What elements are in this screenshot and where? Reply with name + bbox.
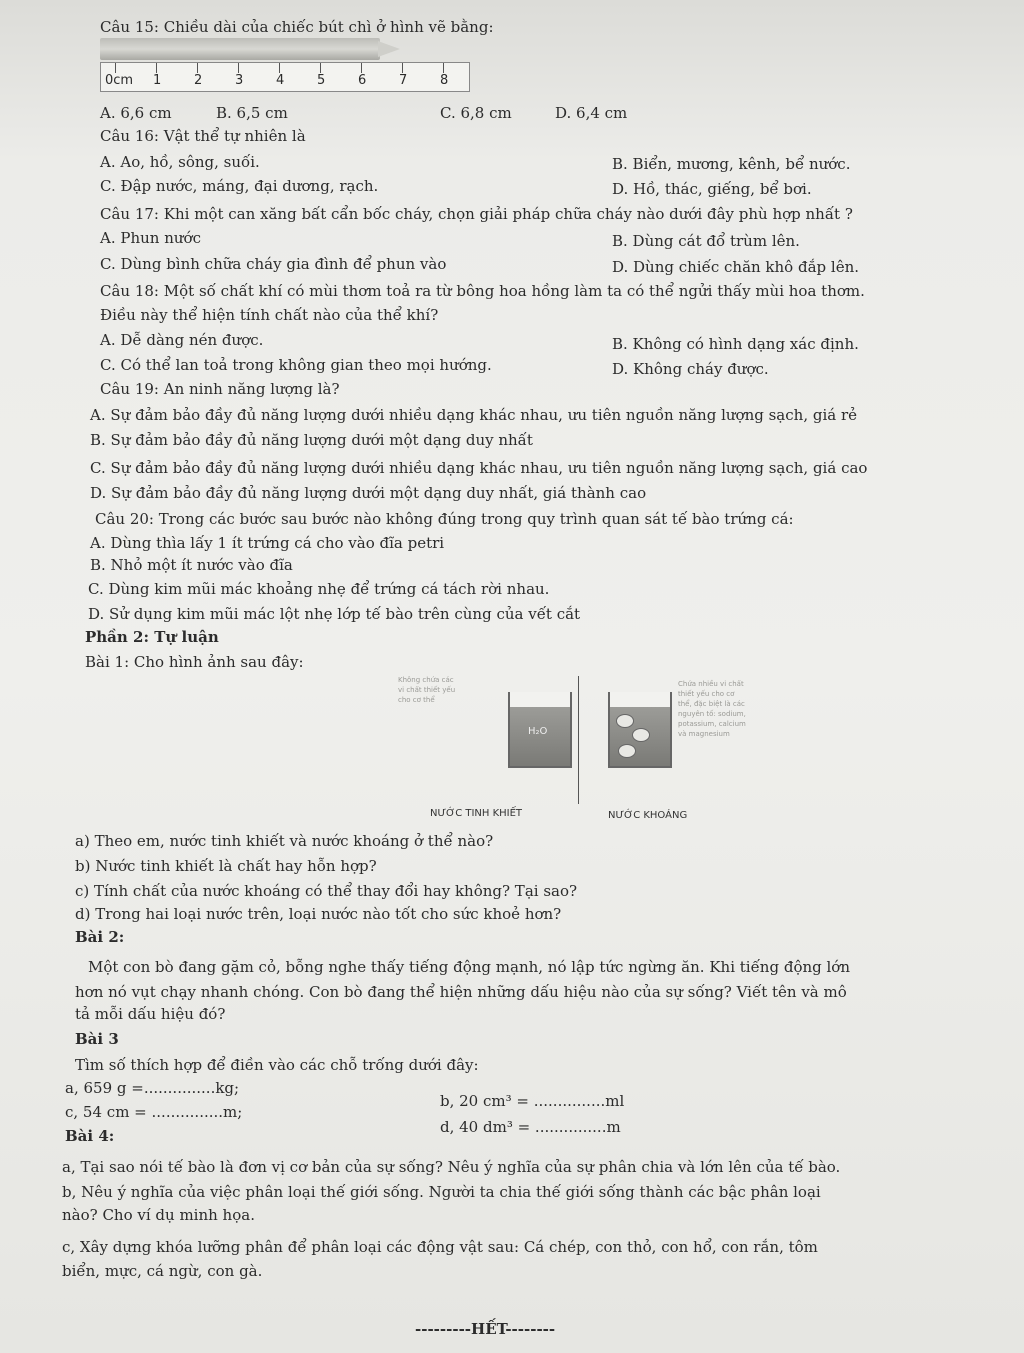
q17-option-b: B. Dùng cát đổ trùm lên. <box>612 232 800 250</box>
q19-option-b: B. Sự đảm bảo đầy đủ năng lượng dưới một dạng duy nhất <box>90 431 533 449</box>
bai2-line3: tả mỗi dấu hiệu đó? <box>75 1005 226 1023</box>
end-marker: ---------HẾT-------- <box>415 1320 556 1338</box>
ruler-label-1: 1 <box>153 73 162 88</box>
bai1-question-a: a) Theo em, nước tinh khiết và nước khoáng ở thể nào? <box>75 832 494 850</box>
bai1-question-c: c) Tính chất của nước khoáng có thể thay đổi hay không? Tại sao? <box>75 882 578 900</box>
q20-option-b: B. Nhỏ một ít nước vào đĩa <box>90 556 293 574</box>
q18-stem-line1: Câu 18: Một số chất khí có mùi thơm toả ra từ bông hoa hồng làm ta có thể ngửi thấy mùi hoa thơm. <box>100 282 865 300</box>
q17-option-c: C. Dùng bình chữa cháy gia đình để phun vào <box>100 255 447 273</box>
figure-divider <box>578 676 579 804</box>
fig-right-note-2: thiết yếu cho cơ <box>678 690 735 698</box>
pure-water-glass <box>508 692 572 768</box>
q18-option-d: D. Không cháy được. <box>612 360 769 378</box>
q18-option-c: C. Có thể lan toả trong không gian theo mọi hướng. <box>100 356 492 374</box>
bai4-title: Bài 4: <box>65 1127 115 1145</box>
q15-option-a: A. 6,6 cm <box>100 104 172 122</box>
q18-option-b: B. Không có hình dạng xác định. <box>612 335 859 353</box>
q20-stem: Câu 20: Trong các bước sau bước nào không đúng trong quy trình quan sát tế bào trứng cá: <box>95 510 794 528</box>
ruler-label-0: 0cm <box>105 73 134 88</box>
q19-option-d: D. Sự đảm bảo đầy đủ năng lượng dưới một dạng duy nhất, giá thành cao <box>90 484 647 502</box>
q20-option-a: A. Dùng thìa lấy 1 ít trứng cá cho vào đĩa petri <box>90 534 445 552</box>
q20-option-c: C. Dùng kim mũi mác khoảng nhẹ để trứng cá tách rời nhau. <box>88 580 550 598</box>
glass-h2o-label: H₂O <box>528 726 548 737</box>
q19-option-c: C. Sự đảm bảo đầy đủ năng lượng dưới nhiều dạng khác nhau, ưu tiên nguồn năng lượng sạch, giá cao <box>90 459 868 477</box>
bai2-line1: Một con bò đang gặm cỏ, bỗng nghe thấy tiếng động mạnh, nó lập tức ngừng ăn. Khi tiếng động lớn <box>88 958 850 976</box>
q15-option-b: B. 6,5 cm <box>216 104 288 122</box>
q16-option-a: A. Ao, hồ, sông, suối. <box>100 153 260 171</box>
ruler-body <box>100 62 470 92</box>
fig-right-note-4: nguyên tố: sodium, <box>678 710 746 718</box>
bai3-title: Bài 3 <box>75 1030 119 1048</box>
pencil-tip <box>378 41 400 57</box>
bai3-stem: Tìm số thích hợp để điền vào các chỗ trống dưới đây: <box>75 1056 479 1074</box>
bai4-item-c-line1: c, Xây dựng khóa lưỡng phân để phân loại các động vật sau: Cá chép, con thỏ, con hổ, con rắn, tôm <box>62 1238 818 1256</box>
bai4-item-c-line2: biển, mực, cá ngừ, con gà. <box>62 1262 263 1280</box>
q20-option-d: D. Sử dụng kim mũi mác lột nhẹ lớp tế bào trên cùng của vết cắt <box>88 605 581 623</box>
fig-left-note-3: cho cơ thể <box>398 696 435 704</box>
q18-stem-line2: Điều này thể hiện tính chất nào của thể khí? <box>100 306 439 324</box>
bai3-item-b: b, 20 cm³ = ...............ml <box>440 1092 625 1110</box>
q18-option-a: A. Dễ dàng nén được. <box>100 331 264 349</box>
bai4-item-b-line1: b, Nêu ý nghĩa của việc phân loại thế giới sống. Người ta chia thế giới sống thành các bậc phân loại <box>62 1183 821 1201</box>
q16-stem: Câu 16: Vật thể tự nhiên là <box>100 127 306 145</box>
q16-option-b: B. Biển, mương, kênh, bể nước. <box>612 155 851 173</box>
q17-stem: Câu 17: Khi một can xăng bất cẩn bốc cháy, chọn giải pháp chữa cháy nào dưới đây phù hợp nhất ? <box>100 205 853 223</box>
fig-right-note-6: và magnesium <box>678 730 730 738</box>
ruler-label-6: 6 <box>358 73 367 88</box>
q15-option-d: D. 6,4 cm <box>555 104 628 122</box>
q19-option-a: A. Sự đảm bảo đầy đủ năng lượng dưới nhiều dạng khác nhau, ưu tiên nguồn năng lượng sạch, giá rẻ <box>90 406 858 424</box>
fig-right-note-5: potassium, calcium <box>678 720 746 728</box>
pencil-image <box>100 38 380 60</box>
fig-left-note-2: vi chất thiết yếu <box>398 686 456 694</box>
bai1-question-d: d) Trong hai loại nước trên, loại nước nào tốt cho sức khoẻ hơn? <box>75 905 562 923</box>
bai1-stem: Bài 1: Cho hình ảnh sau đây: <box>85 653 304 671</box>
ruler-label-5: 5 <box>317 73 326 88</box>
bai2-title: Bài 2: <box>75 928 125 946</box>
fig-left-note-1: Không chứa các <box>398 676 454 684</box>
label-mineral-water: NƯỚC KHOÁNG <box>608 810 688 821</box>
bai1-question-b: b) Nước tinh khiết là chất hay hỗn hợp? <box>75 857 377 875</box>
q17-option-a: A. Phun nước <box>100 229 201 247</box>
ruler-label-2: 2 <box>194 73 203 88</box>
fig-right-note-3: thể, đặc biệt là các <box>678 700 745 708</box>
ruler-figure <box>100 38 470 94</box>
ruler-label-3: 3 <box>235 73 244 88</box>
bai2-line2: hơn nó vụt chạy nhanh chóng. Con bò đang thể hiện những dấu hiệu nào của sự sống? Viết tên và mô <box>75 983 847 1001</box>
q15-option-c: C. 6,8 cm <box>440 104 512 122</box>
bai3-item-a: a, 659 g =...............kg; <box>65 1079 240 1097</box>
bai3-item-c: c, 54 cm = ...............m; <box>65 1103 243 1121</box>
label-pure-water: NƯỚC TINH KHIẾT <box>430 808 523 819</box>
ruler-label-8: 8 <box>440 73 449 88</box>
bai3-item-d: d, 40 dm³ = ...............m <box>440 1118 621 1136</box>
fig-right-note-1: Chứa nhiều vi chất <box>678 680 744 688</box>
mineral-water-glass <box>608 692 672 768</box>
q19-stem: Câu 19: An ninh năng lượng là? <box>100 380 340 398</box>
water-figure <box>368 676 808 826</box>
q16-option-c: C. Đập nước, máng, đại dương, rạch. <box>100 177 379 195</box>
part2-heading: Phần 2: Tự luận <box>85 628 219 646</box>
q15-stem: Câu 15: Chiều dài của chiếc bút chì ở hình vẽ bằng: <box>100 18 494 36</box>
bai4-item-b-line2: nào? Cho ví dụ minh họa. <box>62 1206 255 1224</box>
q17-option-d: D. Dùng chiếc chăn khô đắp lên. <box>612 258 860 276</box>
q16-option-d: D. Hồ, thác, giếng, bể bơi. <box>612 180 812 198</box>
ruler-label-4: 4 <box>276 73 285 88</box>
ruler-label-7: 7 <box>399 73 408 88</box>
bai4-item-a: a, Tại sao nói tế bào là đơn vị cơ bản của sự sống? Nêu ý nghĩa của sự phân chia và lớn lên của tế bào. <box>62 1158 841 1176</box>
